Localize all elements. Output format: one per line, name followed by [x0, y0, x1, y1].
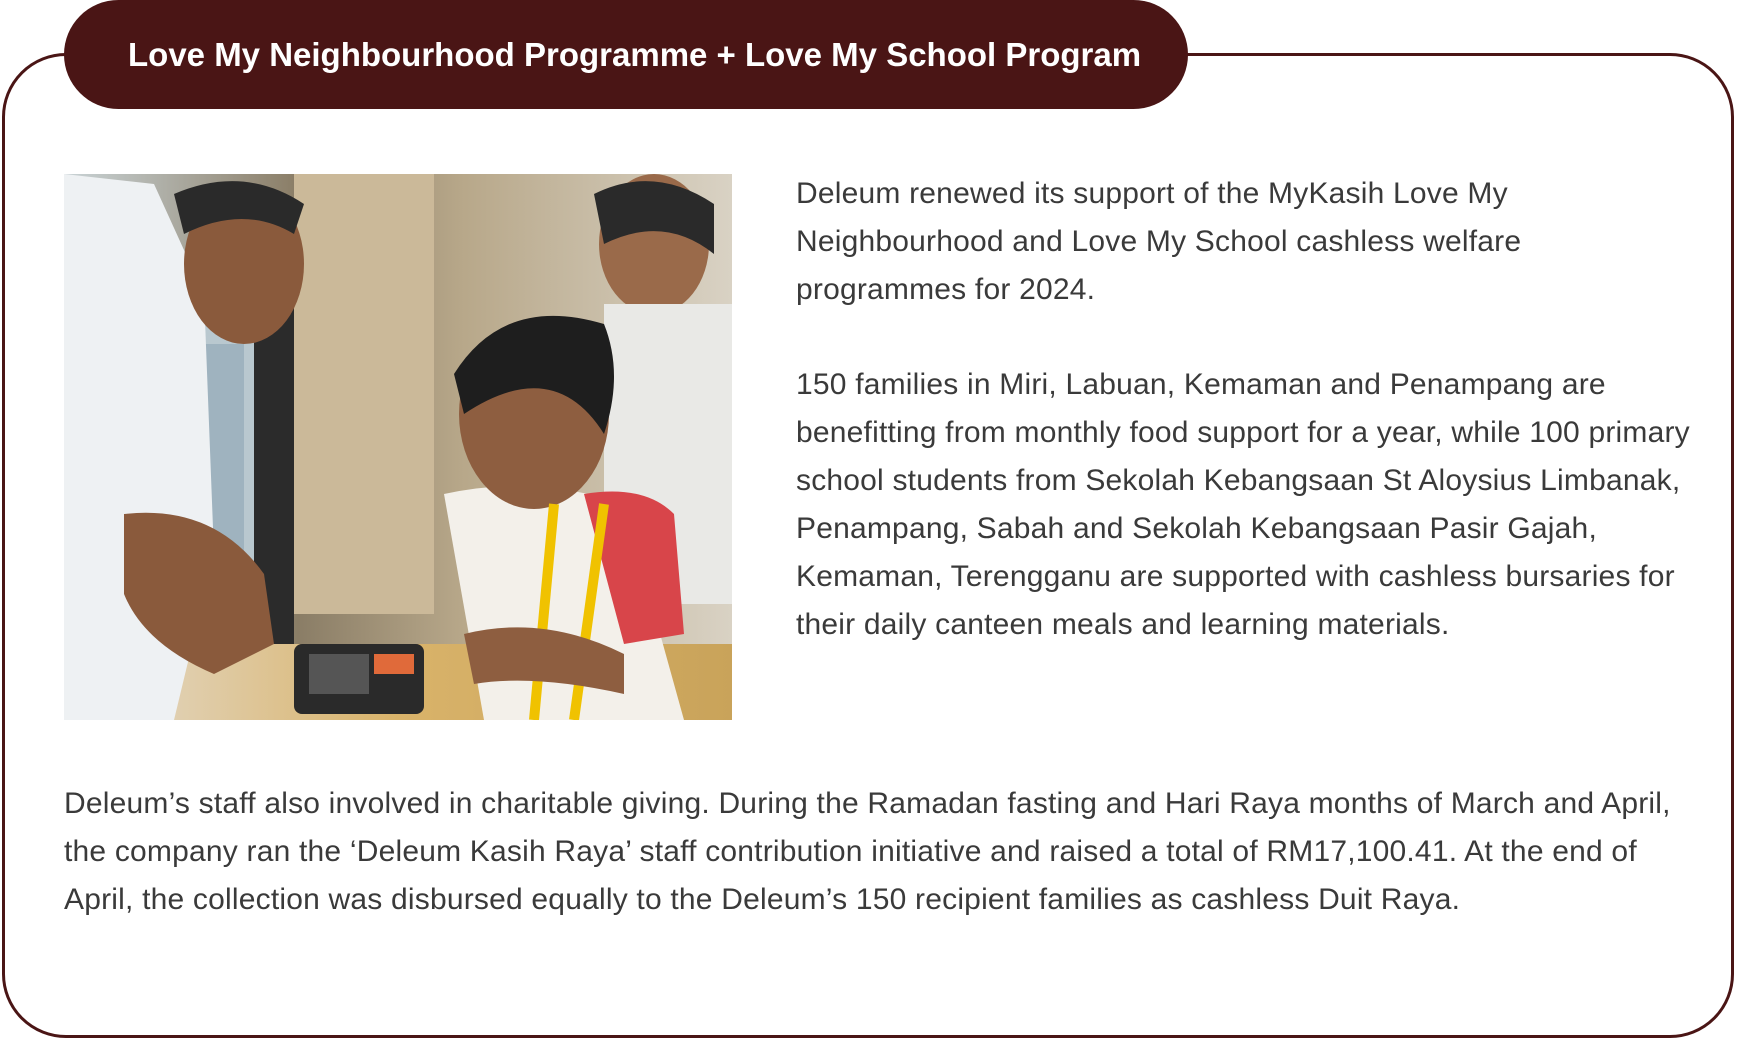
section-title: Love My Neighbourhood Programme + Love My School Program — [128, 35, 1142, 73]
families-paragraph: 150 families in Miri, Labuan, Kemaman and Penampang are benefitting from monthly food support for a year, while 100 primary school students from Sekolah Kebangsaan St Aloysius Limbanak, Penampang, Sabah and Sekolah Kebangsaan Pasir Gajah, Kemaman, Terengganu are supported with cashless bursaries for their daily canteen meals and learning materials. — [796, 368, 1690, 641]
program-photo — [64, 174, 732, 720]
section-title-banner — [64, 0, 1188, 109]
photo-illustration — [64, 174, 732, 720]
intro-paragraph: Deleum renewed its support of the MyKasih Love My Neighbourhood and Love My School cashless welfare programmes for 2024. — [796, 177, 1522, 306]
staff-giving-paragraph: Deleum’s staff also involved in charitable giving. During the Ramadan fasting and Hari Raya months of March and April, the company ran the ‘Deleum Kasih Raya’ staff contribution initiative and raised a total of RM17,100.41. At the end of April, the collection was disbursed equally to the Deleum’s 150 recipient families as cashless Duit Raya. — [64, 787, 1671, 916]
